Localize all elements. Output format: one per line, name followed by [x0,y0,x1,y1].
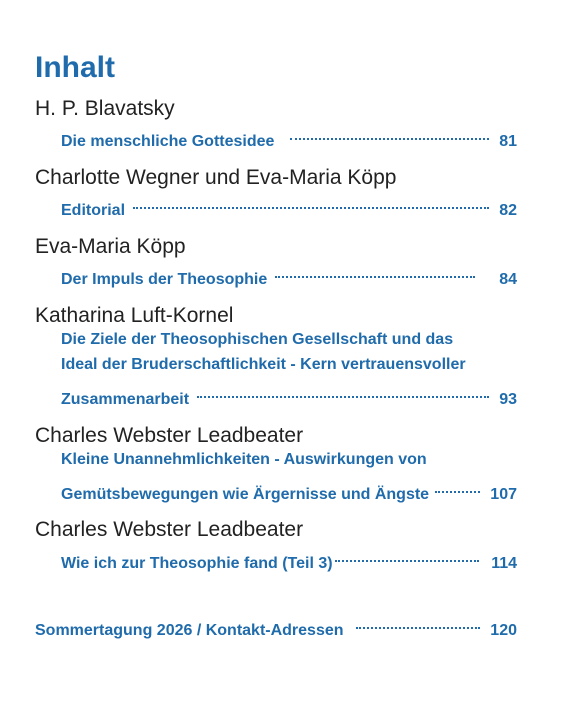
page-number: 93 [499,391,517,408]
author-name: Charles Webster Leadbeater [35,518,304,541]
toc-entry[interactable] [61,258,517,288]
dot-leader [133,183,489,209]
dot-leader [275,252,475,278]
dot-leader [197,372,489,398]
dot-leader [435,467,480,493]
toc-entry[interactable] [61,473,517,503]
author-name: Katharina Luft-Kornel [35,304,234,327]
article-title: Die menschliche Gottesidee [61,133,275,150]
page-number: 84 [499,271,517,288]
page-number: 114 [491,555,517,572]
toc-entry-footer[interactable] [35,609,517,639]
toc-entry[interactable] [61,189,517,219]
article-title-line: Kleine Unannehmlichkeiten - Auswirkungen von [61,451,427,468]
author-name: Eva-Maria Köpp [35,235,186,258]
page-title: Inhalt [35,51,115,84]
article-title: Wie ich zur Theosophie fand (Teil 3) [61,555,333,572]
toc-entry[interactable] [61,120,517,150]
author-name: Charlotte Wegner und Eva-Maria Köpp [35,166,397,189]
article-title: Sommertagung 2026 / Kontakt-Adressen [35,622,344,639]
author-name: Charles Webster Leadbeater [35,424,304,447]
dot-leader [356,603,481,629]
dot-leader [335,536,480,562]
article-title: Der Impuls der Theosophie [61,271,268,288]
dot-leader [290,114,489,140]
page-number: 107 [490,486,517,503]
author-name: H. P. Blavatsky [35,97,175,120]
page-number: 82 [499,202,517,219]
page-number: 81 [499,133,517,150]
article-title-line: Ideal der Bruderschaftlichkeit - Kern vertrauensvoller [61,356,466,373]
article-title: Editorial [61,202,126,219]
article-title: Gemütsbewegungen wie Ärgernisse und Ängste [61,486,430,503]
article-title: Zusammenarbeit [61,391,190,408]
toc-entry[interactable] [61,542,517,572]
page-number: 120 [490,622,517,639]
toc-entry[interactable] [61,378,517,408]
article-title-line: Die Ziele der Theosophischen Gesellschaft und das [61,331,454,348]
